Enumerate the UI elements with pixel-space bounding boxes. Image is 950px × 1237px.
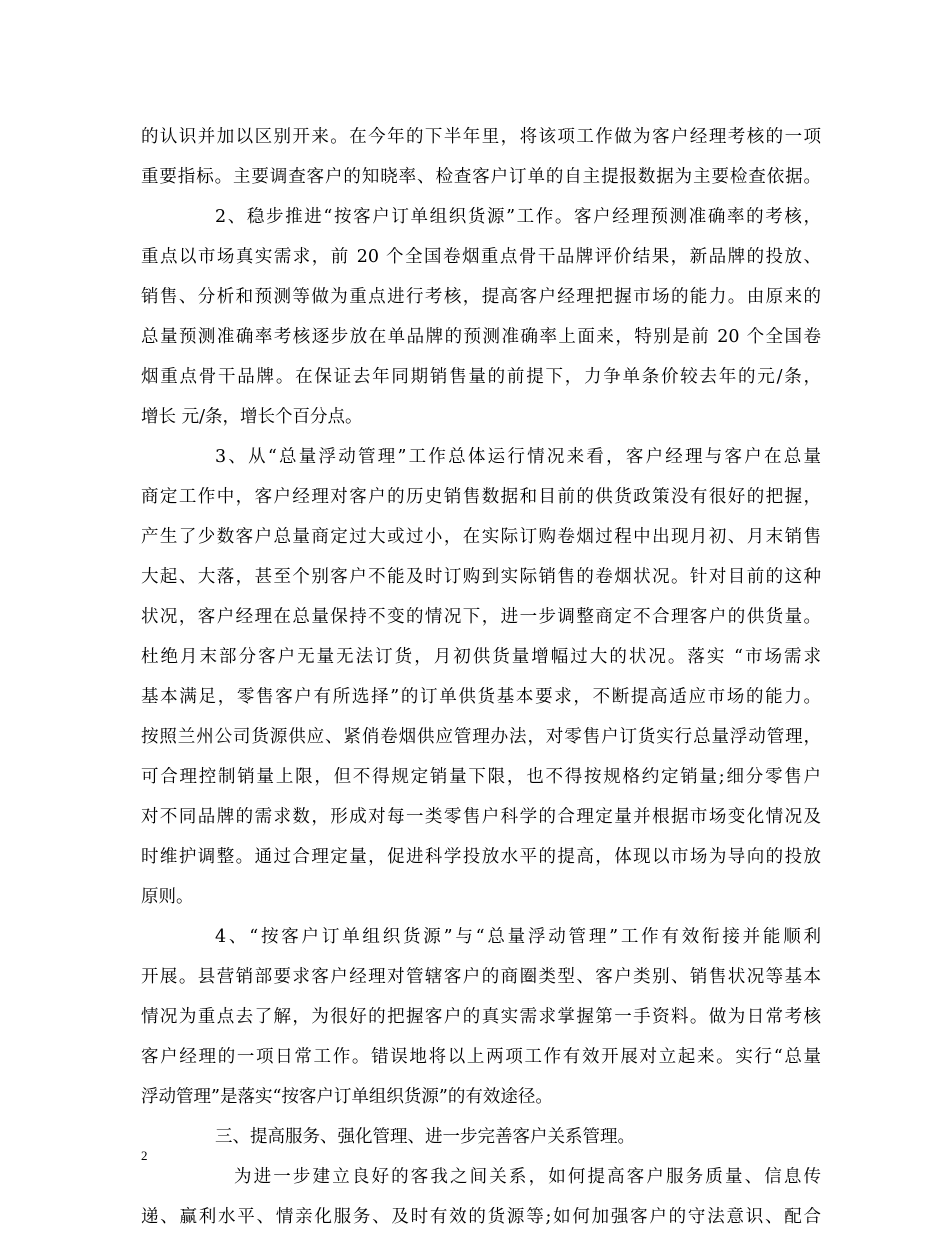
text-line: 原则。	[141, 887, 194, 907]
paragraph-3-start: 3、从“总量浮动管理”工作总体运行情况来看，客户经理与客户在总量	[215, 447, 821, 467]
text-line: 重点以市场真实需求，前 20 个全国卷烟重点骨干品牌评价结果，新品牌的投放、	[141, 247, 821, 267]
text-line: 客户经理的一项日常工作。错误地将以上两项工作有效开展对立起来。实行“总量	[141, 1047, 821, 1067]
text-line: 按照兰州公司货源供应、紧俏卷烟供应管理办法，对零售户订货实行总量浮动管理，	[141, 727, 821, 747]
text-line: 销售、分析和预测等做为重点进行考核，提高客户经理把握市场的能力。由原来的	[141, 287, 821, 307]
text-line: 开展。县营销部要求客户经理对管辖客户的商圈类型、客户类别、销售状况等基本	[141, 967, 821, 987]
text-line: 状况，客户经理在总量保持不变的情况下，进一步调整商定不合理客户的供货量。	[141, 607, 821, 627]
text-line: 烟重点骨干品牌。在保证去年同期销售量的前提下，力争单条价较去年的元/条，	[141, 367, 821, 387]
text-line: 的认识并加以区别开来。在今年的下半年里，将该项工作做为客户经理考核的一项	[141, 127, 821, 147]
text-line: 可合理控制销量上限，但不得规定销量下限，也不得按规格约定销量;细分零售户	[141, 767, 821, 787]
section-heading: 三、提高服务、强化管理、进一步完善客户关系管理。	[215, 1127, 635, 1147]
text-line: 情况为重点去了解，为很好的把握客户的真实需求掌握第一手资料。做为日常考核	[141, 1007, 821, 1027]
text-line: 增长 元/条，增长个百分点。	[141, 407, 363, 427]
text-line: 基本满足，零售客户有所选择”的订单供货基本要求，不断提高适应市场的能力。	[141, 687, 821, 707]
text-line: 总量预测准确率考核逐步放在单品牌的预测准确率上面来，特别是前 20 个全国卷	[141, 327, 821, 347]
text-line: 产生了少数客户总量商定过大或过小，在实际订购卷烟过程中出现月初、月末销售	[141, 527, 821, 547]
text-line: 浮动管理”是落实“按客户订单组织货源”的有效途径。	[141, 1087, 553, 1107]
text-line: 对不同品牌的需求数，形成对每一类零售户科学的合理定量并根据市场变化情况及	[141, 807, 821, 827]
text-line: 时维护调整。通过合理定量，促进科学投放水平的提高，体现以市场为导向的投放	[141, 847, 821, 867]
text-line: 重要指标。主要调查客户的知晓率、检查客户订单的自主提报数据为主要检查依据。	[141, 167, 821, 187]
body-text	[141, 117, 821, 1237]
text-line: 大起、大落，甚至个别客户不能及时订购到实际销售的卷烟状况。针对目前的这种	[141, 567, 821, 587]
text-line: 商定工作中，客户经理对客户的历史销售数据和目前的供货政策没有很好的把握，	[141, 487, 821, 507]
paragraph-start: 为进一步建立良好的客我之间关系，如何提高客户服务质量、信息传	[234, 1167, 821, 1187]
paragraph-4-start: 4、“按客户订单组织货源”与“总量浮动管理”工作有效衔接并能顺利	[215, 927, 821, 947]
text-line: 递、赢利水平、情亲化服务、及时有效的货源等;如何加强客户的守法意识、配合	[141, 1207, 821, 1227]
paragraph-2-start: 2、稳步推进“按客户订单组织货源”工作。客户经理预测准确率的考核，	[215, 207, 821, 227]
page-number: 2	[141, 1148, 148, 1163]
text-line: 杜绝月末部分客户无量无法订货，月初供货量增幅过大的状况。落实 “市场需求	[141, 647, 821, 667]
